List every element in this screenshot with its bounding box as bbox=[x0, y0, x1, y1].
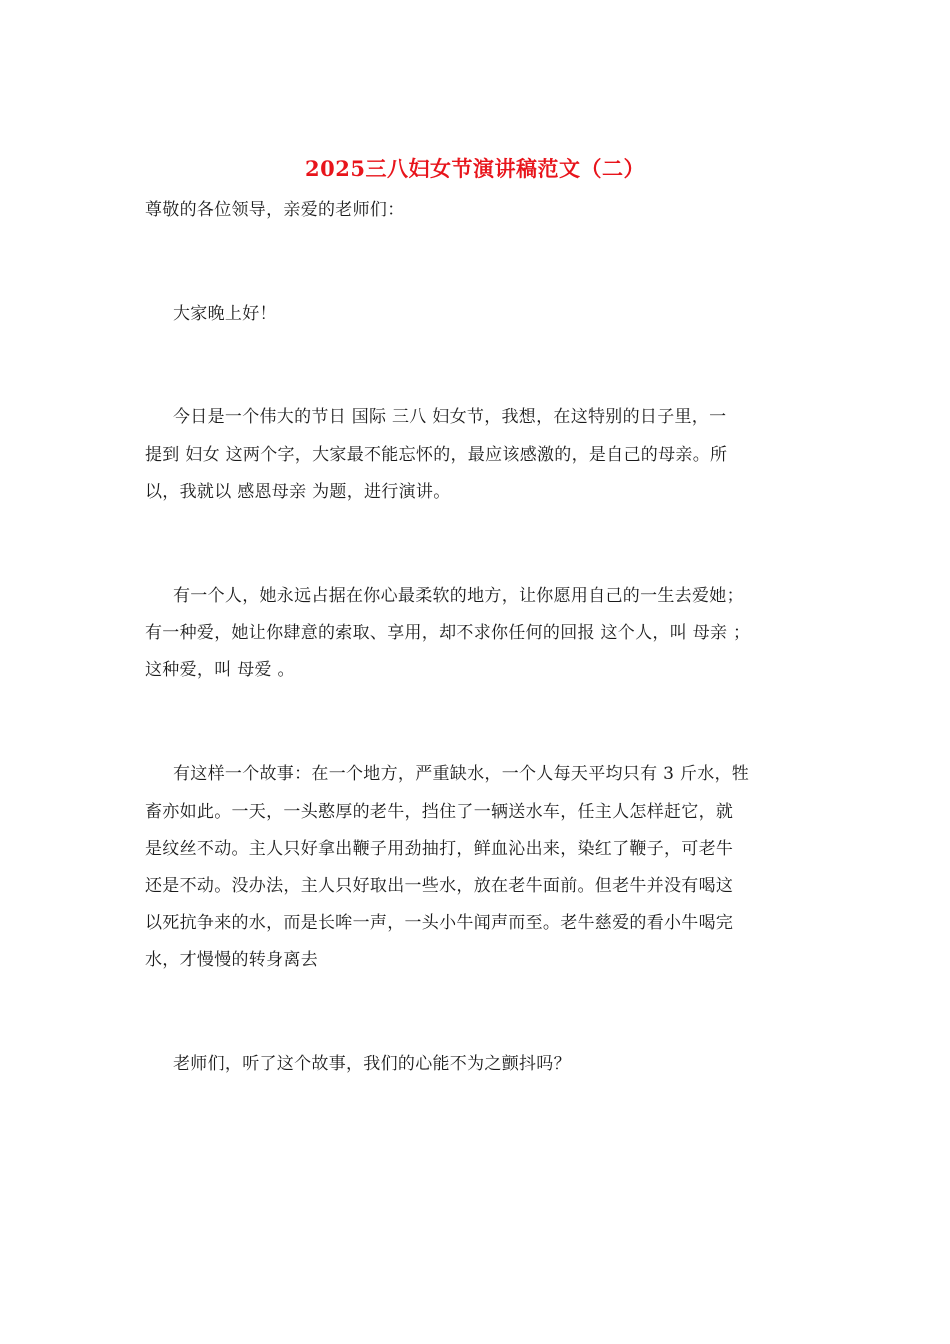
greeting: 大家晚上好！ bbox=[173, 304, 277, 324]
paragraph3-line: 畜亦如此。一天，一头憨厚的老牛，挡住了一辆送水车，任主人怎样赶它，就 bbox=[145, 802, 734, 822]
paragraph2-line: 有一种爱，她让你肆意的索取、享用，却不求你任何的回报 这个人，叫 母亲 ； bbox=[145, 623, 751, 643]
paragraph3-line: 以死抗争来的水，而是长哞一声，一头小牛闻声而至。老牛慈爱的看小牛喝完 bbox=[145, 913, 734, 933]
paragraph1-line: 今日是一个伟大的节日 国际 三八 妇女节，我想，在这特别的日子里，一 bbox=[173, 407, 727, 427]
document-title: 2025三八妇女节演讲稿范文（二） bbox=[305, 156, 645, 181]
salutation: 尊敬的各位领导，亲爱的老师们： bbox=[145, 200, 405, 220]
paragraph3-line: 水，才慢慢的转身离去 bbox=[145, 950, 318, 970]
paragraph2-line: 有一个人，她永远占据在你心最柔软的地方，让你愿用自己的一生去爱她； bbox=[173, 586, 744, 606]
paragraph3-line: 有这样一个故事：在一个地方，严重缺水，一个人每天平均只有 3 斤水，牲 bbox=[173, 764, 750, 784]
paragraph1-line: 提到 妇女 这两个字，大家最不能忘怀的，最应该感激的，是自己的母亲。所 bbox=[145, 445, 728, 465]
paragraph1-line: 以，我就以 感恩母亲 为题，进行演讲。 bbox=[145, 482, 451, 502]
paragraph3-line: 是纹丝不动。主人只好拿出鞭子用劲抽打，鲜血沁出来，染红了鞭子，可老牛 bbox=[145, 839, 734, 859]
paragraph4: 老师们，听了这个故事，我们的心能不为之颤抖吗？ bbox=[173, 1054, 571, 1074]
paragraph2-line: 这种爱，叫 母爱 。 bbox=[145, 660, 295, 680]
paragraph3-line: 还是不动。没办法，主人只好取出一些水，放在老牛面前。但老牛并没有喝这 bbox=[145, 876, 734, 896]
